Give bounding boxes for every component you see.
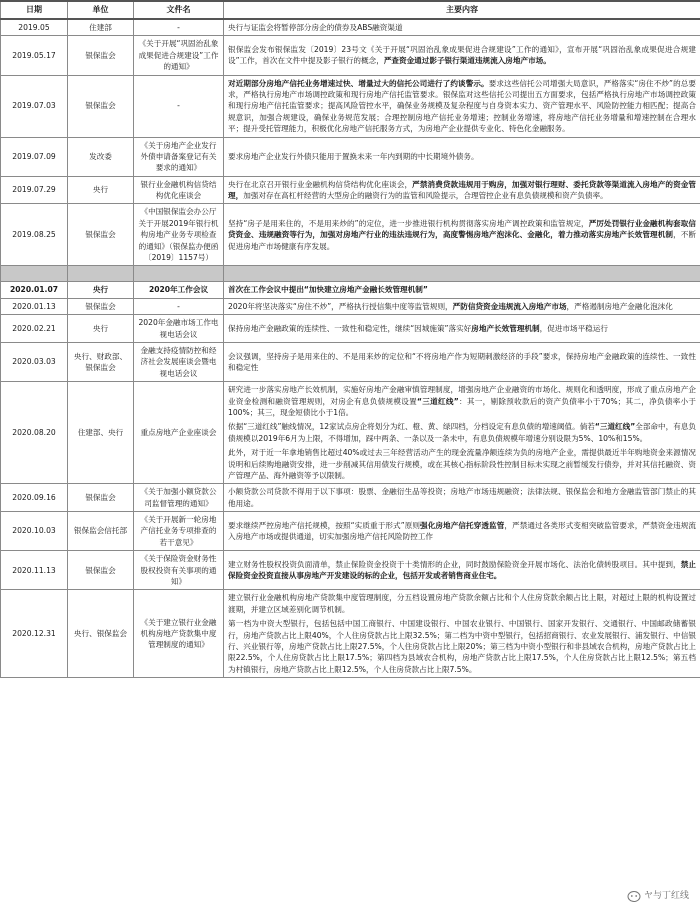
row-unit: 央行 bbox=[68, 282, 134, 298]
row-unit: 银保监会信托部 bbox=[68, 512, 134, 551]
content-text: 依据“三道红线”触线情况，12家试点房企将划分为红、橙、黄、绿四档，分档设定有息负债的增速阈值。倘若 bbox=[228, 422, 595, 432]
content-text: ，促进市场平稳运行 bbox=[539, 323, 608, 333]
table-row bbox=[1, 551, 700, 590]
row-unit: 住建部 bbox=[68, 19, 134, 36]
row-content bbox=[224, 512, 700, 551]
row-unit: 银保监会 bbox=[68, 75, 134, 137]
content-text: 要求房地产企业发行外债只能用于置换未来一年内到期的中长期境外债务。 bbox=[228, 151, 479, 161]
watermark-text: ヤ与丁红线 bbox=[643, 891, 689, 902]
content-text: ，严禁通过各类形式变相突破监管要求，严禁资金违规流入房地产市场或提供通道，切实加强房地产信托风险防控工作 bbox=[228, 520, 697, 542]
content-paragraph bbox=[228, 618, 696, 675]
header-unit: 单位 bbox=[68, 1, 134, 19]
content-paragraph bbox=[228, 151, 696, 162]
row-doc: 2020年金融市场工作电视电话会议 bbox=[134, 315, 224, 343]
content-text: 2020年将坚决落实“房住不炒”，严格执行授信集中度等监管规则， bbox=[228, 301, 453, 311]
row-date: 2019.07.09 bbox=[1, 137, 68, 176]
row-unit: 发改委 bbox=[68, 137, 134, 176]
row-date: 2019.08.25 bbox=[1, 204, 68, 266]
content-text: 要求继续严控房地产信托规模，按照“实质重于形式”原则 bbox=[228, 520, 421, 530]
content-emphasis: 严查资金通过影子银行渠道违规流入房地产市场。 bbox=[383, 56, 551, 66]
row-date: 2020.12.31 bbox=[1, 590, 68, 678]
row-unit: 银保监会 bbox=[68, 204, 134, 266]
row-unit: 银保监会 bbox=[68, 551, 134, 590]
row-content bbox=[224, 382, 700, 484]
content-paragraph bbox=[228, 447, 696, 481]
row-doc: 《关于保险资金财务性股权投资有关事项的通知》 bbox=[134, 551, 224, 590]
row-doc: 《关于建立银行业金融机构房地产贷款集中度管理制度的通知》 bbox=[134, 590, 224, 678]
row-content bbox=[224, 484, 700, 512]
table-row bbox=[1, 19, 700, 36]
content-paragraph bbox=[228, 323, 696, 334]
content-emphasis: “三道红线” bbox=[416, 396, 459, 406]
separator-row bbox=[1, 266, 700, 282]
content-text: 银保监会发布银保监发〔2019〕23号文《关于开展“巩固治乱象成果促进合规建设”工作的通知》，宣布开展“巩固治乱象成果促进合规建设”工作，首次在文件中提及影子银行的概念， bbox=[228, 45, 696, 66]
row-unit: 住建部、央行 bbox=[68, 382, 134, 484]
table-row bbox=[1, 382, 700, 484]
content-text: 建立财务性股权投资负面清单，禁止保险资金投资于十类情形的企业，同时鼓励保险资金开展市场化、法治化债转股项目。其中提到， bbox=[228, 559, 681, 569]
content-text: 此外，对于近一年拿地销售比超过40%或过去三年经营活动产生的现金流量净额连续为负的房地产企业，需提供最近半年购地资金来源情况说明和后续购地融资安排，进一步削减其信用债发行规模，或在其核心指标阶段性控制目标未实现之前暂缓发行债券，并对其信托融资、资产管理产品、海外融资等予以限制。 bbox=[228, 448, 696, 480]
content-text: 加强对存在高杠杆经营的大型房企的融资行为的监管和风险提示，合理管控企业有息负债规模和资产负债率。 bbox=[243, 191, 608, 201]
table-row bbox=[1, 282, 700, 298]
row-doc: 《关于开展新一轮房地产信托业务专项排查的若干意见》 bbox=[134, 512, 224, 551]
row-content bbox=[224, 282, 700, 298]
separator-cell bbox=[134, 266, 224, 282]
header-date: 日期 bbox=[1, 1, 68, 19]
row-date: 2020.11.13 bbox=[1, 551, 68, 590]
row-unit: 银保监会 bbox=[68, 484, 134, 512]
content-text: 央行与证监会将暂停部分房企的债券及ABS融资渠道 bbox=[228, 23, 403, 32]
row-date: 2020.01.13 bbox=[1, 298, 68, 314]
row-doc: - bbox=[134, 75, 224, 137]
row-content bbox=[224, 36, 700, 75]
year-separator bbox=[1, 266, 700, 282]
content-paragraph bbox=[228, 520, 696, 543]
table-row bbox=[1, 512, 700, 551]
row-unit: 央行、财政部、银保监会 bbox=[68, 342, 134, 381]
row-doc: 2020年工作会议 bbox=[134, 282, 224, 298]
row-date: 2020.01.07 bbox=[1, 282, 68, 298]
row-content bbox=[224, 176, 700, 204]
content-paragraph bbox=[228, 486, 696, 509]
row-content bbox=[224, 75, 700, 137]
header-content: 主要内容 bbox=[224, 1, 700, 19]
row-content bbox=[224, 590, 700, 678]
row-content bbox=[224, 137, 700, 176]
row-content bbox=[224, 204, 700, 266]
content-paragraph bbox=[228, 44, 696, 67]
row-unit: 央行 bbox=[68, 176, 134, 204]
content-emphasis: 禁止保险资金投资直接从事房地产开发建设的标的企业，包括开发或者销售商业住宅。 bbox=[228, 559, 697, 581]
content-text: 会议强调，坚持房子是用来住的、不是用来炒的定位和“不将房地产作为短期刺激经济的手段”要求，保持房地产金融政策的连续性、一致性和稳定性 bbox=[228, 351, 696, 373]
content-paragraph bbox=[228, 301, 696, 312]
row-date: 2020.09.16 bbox=[1, 484, 68, 512]
table-header-row bbox=[1, 1, 700, 19]
row-date: 2019.05.17 bbox=[1, 36, 68, 75]
content-text: ，严格遏制房地产金融化泡沫化 bbox=[566, 301, 673, 311]
row-doc: 银行业金融机构信贷结构优化座谈会 bbox=[134, 176, 224, 204]
content-text: 小额贷款公司贷款不得用于以下事项：股票、金融衍生品等投资；房地产市场违规融资；法律法规、银保监会和地方金融监管部门禁止的其他用途。 bbox=[228, 487, 696, 508]
table-body-2020 bbox=[1, 282, 700, 678]
row-unit: 央行、银保监会 bbox=[68, 590, 134, 678]
table-row bbox=[1, 315, 700, 343]
watermark bbox=[624, 889, 692, 905]
row-unit: 央行 bbox=[68, 315, 134, 343]
content-text: 保持房地产金融政策的连续性、一致性和稳定性，继续“因城施策”落实好 bbox=[228, 323, 472, 333]
content-text: 央行在北京召开银行业金融机构信贷结构优化座谈会， bbox=[228, 179, 413, 189]
table-row bbox=[1, 75, 700, 137]
table-row bbox=[1, 137, 700, 176]
content-text: 建立银行业金融机构房地产贷款集中度管理制度，分五档设置房地产贷款余额占比和个人住房贷款余额占比上限，对超过上限的机构设置过渡期，并建立区域差别化调节机制。 bbox=[228, 593, 696, 614]
table-row bbox=[1, 204, 700, 266]
row-date: 2020.02.21 bbox=[1, 315, 68, 343]
content-paragraph bbox=[228, 78, 696, 135]
row-doc: 《关于加强小额贷款公司监督管理的通知》 bbox=[134, 484, 224, 512]
row-content bbox=[224, 298, 700, 314]
separator-cell bbox=[1, 266, 68, 282]
separator-cell bbox=[224, 266, 700, 282]
table-row bbox=[1, 590, 700, 678]
content-text: 全部命中，有息负债规模以2019年6月为上限，不得增加，踩中两条、一条以及一条未中，有息负债规模年增速分别设限为5%、10%和15%。 bbox=[228, 422, 697, 443]
content-paragraph bbox=[228, 22, 696, 33]
table-row bbox=[1, 484, 700, 512]
content-text: 坚持“房子是用来住的，不是用来炒的”的定位，进一步推进银行机构贯彻落实房地产调控政策和监管规定， bbox=[228, 218, 589, 228]
table-body-2019 bbox=[1, 19, 700, 266]
content-emphasis: 强化房地产信托穿透监管 bbox=[420, 520, 505, 530]
row-date: 2020.08.20 bbox=[1, 382, 68, 484]
row-doc: 金融支持疫情防控和经济社会发展座谈会暨电视电话会议 bbox=[134, 342, 224, 381]
row-content bbox=[224, 19, 700, 36]
row-content bbox=[224, 551, 700, 590]
content-paragraph bbox=[228, 592, 696, 615]
row-date: 2019.05 bbox=[1, 19, 68, 36]
content-emphasis: 对近期部分房地产信托业务增速过快、增量过大的信托公司进行了约谈警示。 bbox=[228, 78, 489, 88]
content-text: 研究进一步落实房地产长效机制，实施好房地产金融审慎管理制度，增强房地产企业融资的市场化、规则化和透明度，形成了重点房地产企业资金检测和融资管理规则，对房企有息负债规模设置 bbox=[228, 385, 696, 406]
content-text: ：其一，剔除预收款后的资产负债率小于70%；其二，净负债率小于100%；其三，现金短债比小于1倍。 bbox=[228, 396, 697, 417]
content-paragraph bbox=[228, 384, 696, 418]
row-date: 2020.03.03 bbox=[1, 342, 68, 381]
content-paragraph bbox=[228, 351, 696, 374]
content-text: ，不断促进房地产市场健康有序发展。 bbox=[228, 230, 697, 251]
chat-bubble-icon bbox=[627, 890, 641, 904]
row-date: 2019.07.29 bbox=[1, 176, 68, 204]
row-doc: - bbox=[134, 19, 224, 36]
content-emphasis: 严厉处罚银行业金融机构套取信贷资金、违规融资等行为，加强对房地产行业的违法违规行为，高度警惕房地产泡沫化、金融化，着力推动落实房地产长效管理机制 bbox=[228, 218, 696, 240]
content-text: 第一档为中资大型银行，包括包括中国工商银行、中国建设银行、中国农业银行、中国银行、国家开发银行、交通银行、中国邮政储蓄银行，房地产贷款占比上限40%，个人住房贷款占比上限32.5%；第二档为中资中型银行，包括招商银行、农业发展银行、浦发银行、中信银行、兴业银行等，房地产贷款占比上限27.5%，个人住房贷款占比上限20%；第三档为中资小型银行和非县域农合机构，房地产贷款占比上限22.5%，个人住房贷款占比上限17.5%；第四档为县域农合机构，房地产贷款占比上限17.5%，个人住房贷款占比上限12.5%；第五档为村镇银行，房地产贷款占比上限12.5%，个人住房贷款占比上限7.5%。 bbox=[228, 619, 696, 674]
header-doc: 文件名 bbox=[134, 1, 224, 19]
row-unit: 银保监会 bbox=[68, 298, 134, 314]
content-emphasis: 首次在工作会议中提出“加快建立房地产金融长效管理机制” bbox=[228, 285, 428, 295]
table-row bbox=[1, 176, 700, 204]
row-date: 2019.07.03 bbox=[1, 75, 68, 137]
row-doc: - bbox=[134, 298, 224, 314]
separator-cell bbox=[68, 266, 134, 282]
content-paragraph bbox=[228, 218, 696, 252]
content-paragraph bbox=[228, 559, 696, 582]
content-paragraph bbox=[228, 421, 696, 444]
content-paragraph bbox=[228, 179, 696, 202]
row-doc: 《关于开展“巩固治乱象成果促进合规建设”工作的通知》 bbox=[134, 36, 224, 75]
row-doc: 《关于房地产企业发行外债申请备案登记有关要求的通知》 bbox=[134, 137, 224, 176]
table-row bbox=[1, 342, 700, 381]
row-date: 2020.10.03 bbox=[1, 512, 68, 551]
row-unit: 银保监会 bbox=[68, 36, 134, 75]
table-row bbox=[1, 36, 700, 75]
content-emphasis: 房地产长效管理机制 bbox=[471, 323, 540, 333]
content-paragraph bbox=[228, 284, 696, 295]
row-doc: 重点房地产企业座谈会 bbox=[134, 382, 224, 484]
row-content bbox=[224, 315, 700, 343]
table-row bbox=[1, 298, 700, 314]
content-emphasis: 严防信贷资金违规流入房地产市场 bbox=[452, 301, 567, 311]
content-emphasis: 严禁消费贷款违规用于购房，加强对银行理财、委托贷款等渠道流入房地产的资金管理， bbox=[228, 179, 697, 201]
content-text: 要求这些信托公司增强大局意识，严格落实“房住不炒”的总要求，严格执行房地产市场调控政策和现行房地产信托监管要求。银保监对这些信托公司提出五方面要求，包括严格执行房地产市场调控政策和现行房地产信托监管要求；提高风险管控水平，确保业务规模及复杂程度与自身资本实力、资产管理水平、风险防控能力相匹配；提高合规意识，加强合规建设，确保业务规范发展；合理控制房地产信托业务增速；控制业务增速，将房地产信托业务增量和增速控制在合理水平；提升受托管理能力，积极优化房地产信托服务方式，为房地产企业提供专业化、特色化金融服务。 bbox=[228, 78, 696, 134]
row-doc: 《中国银保监会办公厅关于开展2019年银行机构房地产业务专项检查的通知》（银保监办便函〔2019〕1157号） bbox=[134, 204, 224, 266]
content-emphasis: “三道红线” bbox=[594, 422, 636, 432]
row-content bbox=[224, 342, 700, 381]
